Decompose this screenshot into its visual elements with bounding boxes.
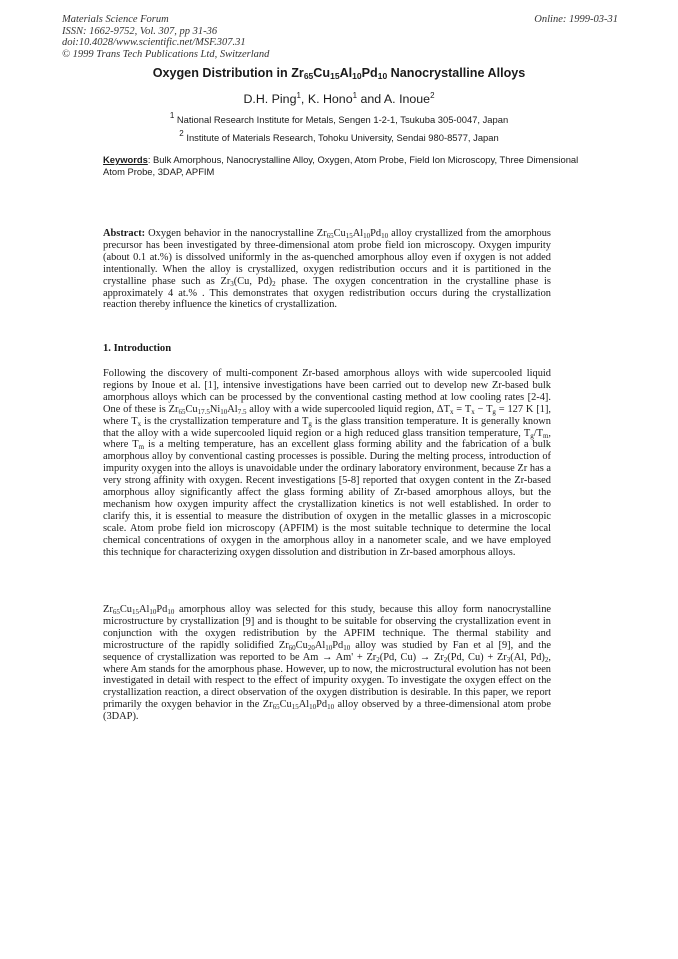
author-name: A. Inoue [383, 92, 431, 106]
keywords-label: Keywords [103, 154, 148, 165]
online-date: Online: 1999-03-31 [534, 14, 618, 25]
author-list: D.H. Ping$^1$, K. Hono$^1$ and A. Inoue$^2$ [243, 91, 435, 106]
section-heading: 1. Introduction [103, 343, 172, 354]
author-name: D.H. Ping [243, 92, 297, 106]
abstract: Abstract: Oxygen behavior in the nanocrystalline $Zr_{65}Cu_{15}Al_{10}Pd_{10}$ alloy crystallized from the amorphous precursor has been investigated by three-dimensional atom probe field ion microscopy. Oxygen impurity (about 0.1 at.%) is dissolved uniformly in the as-quenched amorphous alloy even if oxygen is not added intentionally. When the alloy is crystallized, oxygen redistribution occurs and it is partitioned in the crystalline phase such as $Zr_3(Cu$, $Pd)_2$ phase. The oxygen concentration in the crystalline phase is approximately 4 at.% . This demonstrates that oxygen redistribution occurs during the crystallization reaction thereby influence the kinetics of crystallization. [103, 228, 551, 311]
issn-line: ISSN: 1662-9752, Vol. 307, pp 31-36 [62, 25, 218, 37]
abstract-label: Abstract: [103, 228, 146, 239]
body-paragraph: $Zr_{65}Cu_{15}Al_{10}Pd_{10}$ amorphous alloy was selected for this study, because this alloy form nanocrystalline microstructure by crystallization [9] and is thought to be suitable for observing the crystallization event in conjunction with the oxygen redistribution by the APFIM technique. The thermal stability and microstructure of the rapidly solidified $Zr_{60}Cu_{20}Al_{10}Pd_{10}$ alloy was studied by Fan et al [9], and the sequence of crystallization was reported to be $Am \to Am' + Zr_2(Pd$, $Cu) \to Zr_2(Pd$, $Cu) + Zr_3(Al$, $Pd)_2$, where Am stands for the amorphous phase. However, up to now, the microstructural evolution has not been investigated in detail with respect to the effect of impurity oxygen. To investigate the oxygen effect on the crystallization reaction, a direct observation of the oxygen distribution is desirable. In this paper, we report primarily the oxygen behavior in the $Zr_{65}Cu_{15}Al_{10}Pd_{10}$ alloy observed by a three-dimensional atom probe (3DAP). [103, 604, 552, 723]
affiliation: $^1$ National Research Institute for Metals, Sengen 1-2-1, Tsukuba 305-0047, Japan [169, 111, 509, 125]
paper-title: Oxygen Distribution in $Zr_{65}Cu_{15}Al_{10}Pd_{10}$ Nanocrystalline Alloys [152, 66, 526, 81]
body-paragraph: Following the discovery of multi-component Zr-based amorphous alloys with wide supercooled liquid regions by Inoue et al. [1], intensive investigations have been carried out to develop new Zr-based bulk amorphous alloys which can be processed by the conventional casting method at low cooling rates [2-4]. One of these is $Zr_{65}Cu_{17.5}Ni_{10}Al_{7.5}$ alloy with a wide supercooled liquid region, $\Delta T_x = T_x - T_g = 127$ K [1], where $T_x$ is the crystallization temperature and $T_g$ is the glass transition temperature. It is generally known that the alloy with a wide supercooled liquid region or a high reduced glass transition temperature, $T_g/T_m$, where $T_m$ is a melting temperature, has an excellent glass forming ability and the fabrication of a bulk amorphous alloy by conventional casting processes is possible. During the melting process, introduction of impurity oxygen into the alloys is unavoidable under the ordinary laboratory environment, because Zr has a very strong affinity with oxygen. Recent investigations [5-8] reported that oxygen content in the Zr-based amorphous alloy significantly affect the glass forming ability of Zr-based amorphous alloys, but the mechanism how oxygen impurity affect the crystallization kinetics is not well established. In order to clarify this, it is essential to measure the distribution of oxygen in the metallic glasses in a microscopic scale. Atom probe field ion microscopy (APFIM) is the most suitable technique to determine the local chemical concentrations of oxygen in the amorphous alloy in a nanometer scale, and we have employed this technique for characterizing oxygen dissolution and distribution in Zr-based amorphous alloys. [103, 368, 552, 558]
publication-header [62, 14, 618, 60]
journal-name: Materials Science Forum [62, 14, 169, 25]
keywords: Keywords: Bulk Amorphous, Nanocrystalline Alloy, Oxygen, Atom Probe, Field Ion Microscopy, Three Dimensional Atom Probe, 3DAP, APFIM [103, 154, 579, 177]
doi-line: doi:10.4028/www.scientific.net/MSF.307.31 [62, 37, 246, 49]
copyright-line: © 1999 Trans Tech Publications Ltd, Switzerland [62, 48, 270, 60]
affiliation: $^2$ Institute of Materials Research, Tohoku University, Sendai 980-8577, Japan [179, 129, 499, 143]
author-name: K. Hono [307, 92, 353, 106]
